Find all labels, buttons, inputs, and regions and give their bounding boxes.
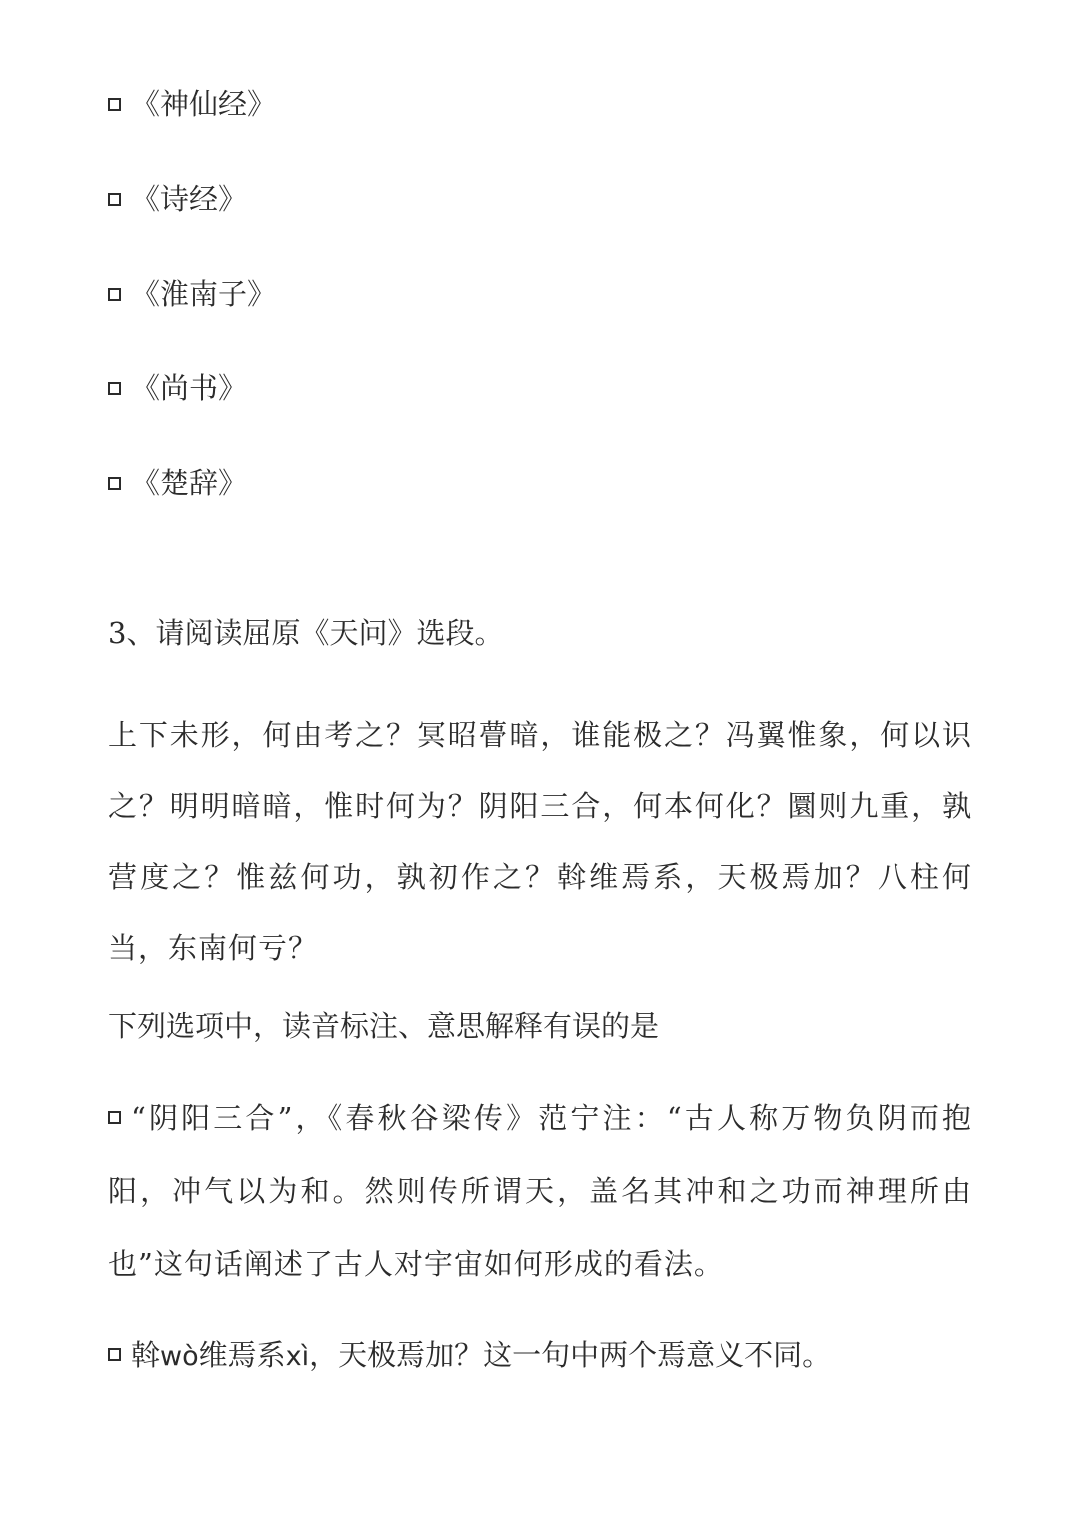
checkbox-icon[interactable] <box>108 382 121 395</box>
choice-b-text-1: 斡 <box>131 1338 161 1372</box>
option-shenxianjing[interactable] <box>108 86 276 122</box>
choice-a[interactable] <box>108 1082 972 1301</box>
option-chuci[interactable] <box>108 465 247 501</box>
checkbox-icon[interactable] <box>108 98 121 111</box>
option-label: 《淮南子》 <box>131 277 277 311</box>
question-passage: 上下未形，何由考之？冥昭瞢暗，谁能极之？冯翼惟象，何以识之？明明暗暗，惟时何为？阴阳三合，何本何化？圜则九重，孰营度之？惟兹何功，孰初作之？斡维焉系，天极焉加？八柱何当，东南何亏？ <box>108 718 972 965</box>
checkbox-icon[interactable] <box>108 1111 121 1124</box>
option-shangshu[interactable] <box>108 370 247 406</box>
choice-a-text: “阴阳三合”，《春秋谷梁传》范宁注：“古人称万物负阴而抱阳，冲气以为和。然则传所谓天，盖名其冲和之功而神理所由也”这句话阐述了古人对宇宙如何形成的看法。 <box>108 1101 972 1281</box>
choice-b-pinyin-2: xì <box>285 1341 310 1372</box>
checkbox-icon[interactable] <box>108 477 121 490</box>
checkbox-icon[interactable] <box>108 193 121 206</box>
checkbox-icon[interactable] <box>108 1348 121 1361</box>
option-label: 《神仙经》 <box>131 87 277 121</box>
option-label: 《尚书》 <box>131 371 248 405</box>
choice-b-text-3: ，天极焉加？这一句中两个焉意义不同。 <box>309 1338 832 1372</box>
choice-b[interactable] <box>108 1336 831 1376</box>
option-label: 《诗经》 <box>131 182 248 216</box>
option-huainanzi[interactable] <box>108 276 276 312</box>
option-shijing[interactable] <box>108 181 247 217</box>
option-label: 《楚辞》 <box>131 466 248 500</box>
choice-b-pinyin-1: wò <box>160 1341 199 1372</box>
checkbox-icon[interactable] <box>108 288 121 301</box>
question-prompt: 下列选项中，读音标注、意思解释有误的是 <box>108 1009 660 1043</box>
question-title: 3、请阅读屈原《天问》选段。 <box>108 616 504 650</box>
choice-b-text-2: 维焉系 <box>198 1338 286 1372</box>
